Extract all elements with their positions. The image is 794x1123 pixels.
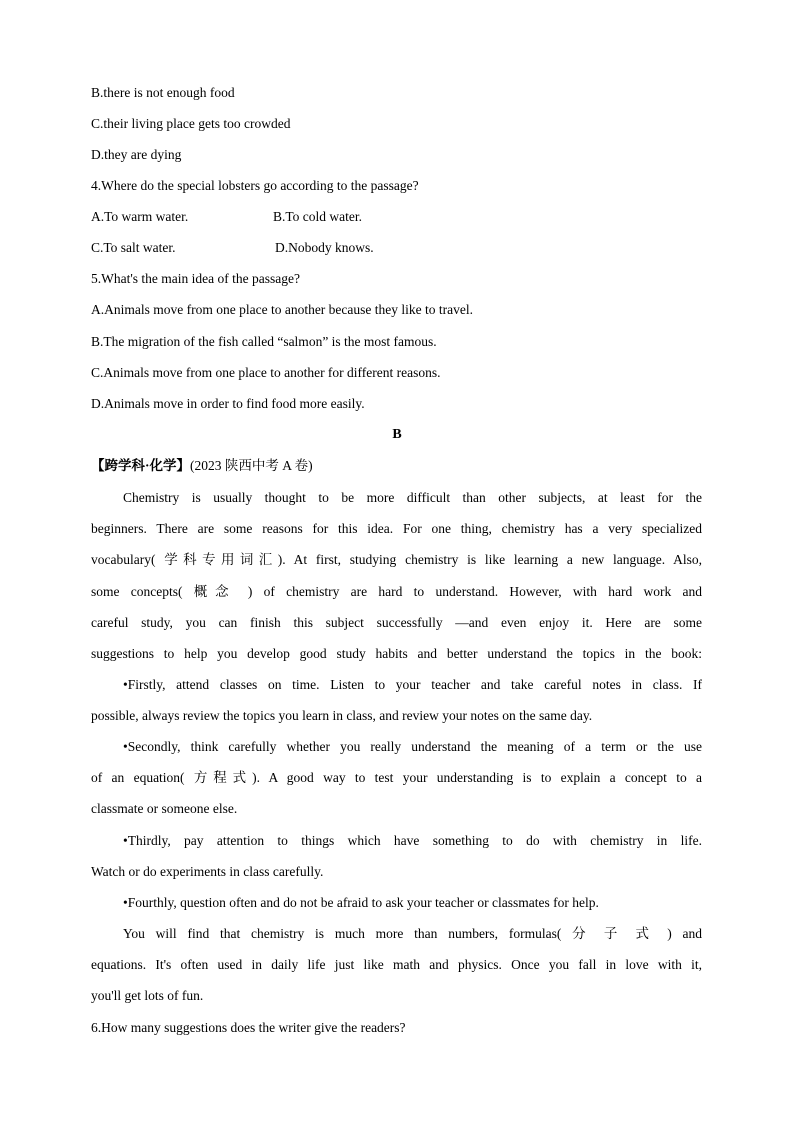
passage-line: suggestions to help you develop good study habits and better understand the topics in the book: — [91, 645, 702, 661]
section-b-source: (2023 陕西中考 A 卷) — [190, 458, 313, 473]
passage-line: Watch or do experiments in class carefully. — [91, 864, 324, 880]
q3-option-c: C.their living place gets too crowded — [91, 116, 291, 131]
suggestion-4 — [91, 893, 702, 924]
q4-question: 4.Where do the special lobsters go according to the passage? — [91, 178, 419, 193]
section-b-header — [91, 456, 313, 476]
q3-option-d: D.they are dying — [91, 147, 182, 162]
passage-line: •Secondly, think carefully whether you really understand the meaning of a term or the use — [123, 739, 702, 754]
q5-option-d: D.Animals move in order to find food more easily. — [91, 396, 365, 411]
passage-paragraph-2 — [91, 924, 702, 1018]
section-b-title: B — [392, 427, 402, 442]
suggestion-1 — [91, 675, 702, 737]
passage-line: You will find that chemistry is much more than numbers, formulas( 分 子 式 ) and — [123, 926, 702, 941]
passage-line: •Fourthly, question often and do not be afraid to ask your teacher or classmates for help. — [123, 895, 599, 910]
section-b-tag: 【跨学科·化学】 — [91, 458, 191, 473]
q4-options-row-2 — [91, 238, 374, 258]
q5-option-a: A.Animals move from one place to another because they like to travel. — [91, 302, 473, 317]
q6-question: 6.How many suggestions does the writer give the readers? — [91, 1020, 406, 1035]
passage-line: •Thirdly, pay attention to things which have something to do with chemistry in life. — [123, 833, 702, 848]
passage-line: possible, always review the topics you learn in class, and review your notes on the same day. — [91, 708, 593, 724]
passage-paragraph-1 — [91, 488, 702, 675]
passage-line: equations. It's often used in daily life just like math and physics. Once you fall in love with it, — [91, 957, 702, 973]
passage-line: some concepts( 概念 ) of chemistry are hard to understand. However, with hard work and — [91, 583, 702, 599]
passage-line: beginners. There are some reasons for this idea. For one thing, chemistry has a very specialized — [91, 521, 702, 537]
suggestion-2 — [91, 737, 702, 831]
q4-option-a: A.To warm water. — [91, 209, 189, 224]
q5-question: 5.What's the main idea of the passage? — [91, 271, 300, 286]
q4-options-row-1 — [91, 207, 362, 227]
q5-option-b: B.The migration of the fish called “salmon” is the most famous. — [91, 334, 437, 349]
q4-option-b: B.To cold water. — [273, 209, 363, 224]
passage-line: classmate or someone else. — [91, 801, 238, 817]
q5-option-c: C.Animals move from one place to another for different reasons. — [91, 365, 441, 380]
passage-line: you'll get lots of fun. — [91, 988, 204, 1004]
passage-line: •Firstly, attend classes on time. Listen to your teacher and take careful notes in class. If — [123, 677, 702, 692]
passage-line: careful study, you can finish this subject successfully —and even enjoy it. Here are some — [91, 614, 702, 630]
passage-line: vocabulary( 学科专用词汇). At first, studying chemistry is like learning a new language. Also, — [91, 552, 702, 568]
passage-line: of an equation( 方程式). A good way to test your understanding is to explain a concept to a — [91, 770, 702, 786]
q4-option-d: D.Nobody knows. — [275, 240, 374, 255]
suggestion-3 — [91, 831, 702, 893]
q3-option-b: B.there is not enough food — [91, 85, 235, 100]
q4-option-c: C.To salt water. — [91, 240, 176, 255]
passage-line: Chemistry is usually thought to be more difficult than other subjects, at least for the — [123, 490, 702, 505]
